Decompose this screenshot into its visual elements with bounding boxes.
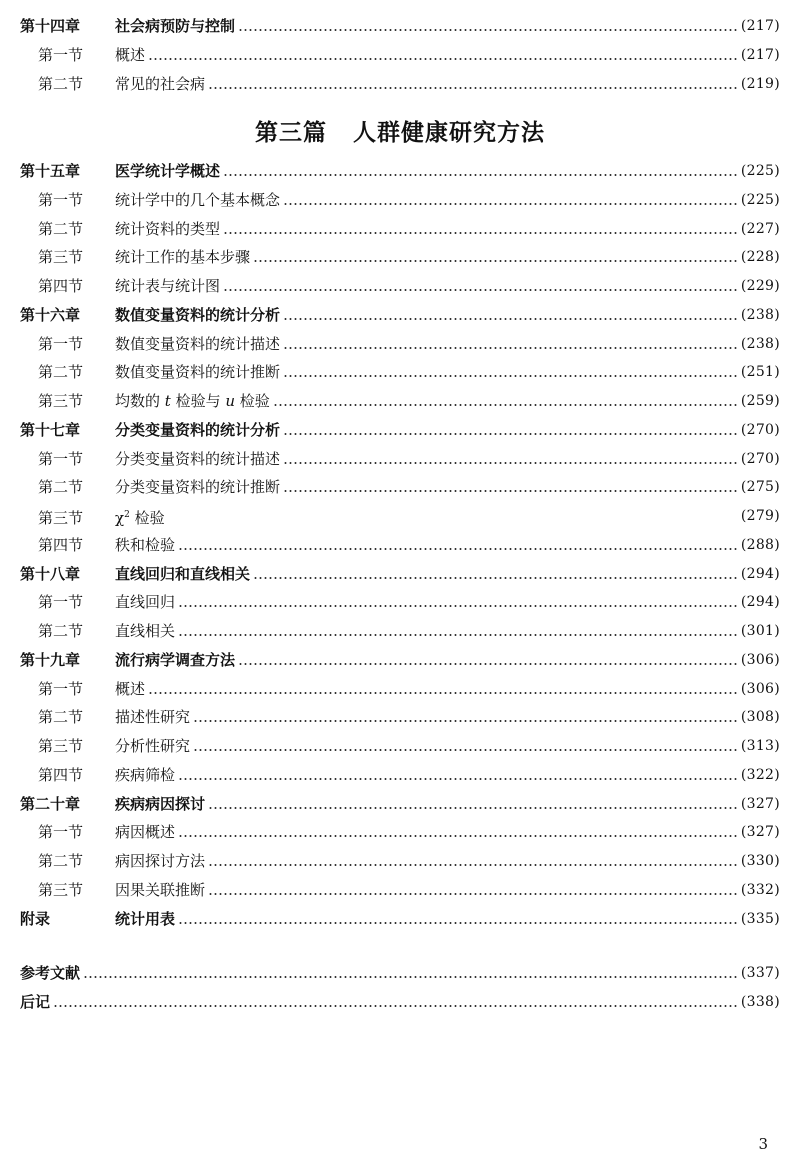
- toc-section[interactable]: [38, 879, 780, 901]
- dot-leader: [283, 347, 738, 349]
- dot-leader: [283, 490, 738, 492]
- toc-section[interactable]: [38, 620, 780, 642]
- chapter-number: 第十八章: [20, 564, 81, 583]
- section-number: 第二节: [38, 219, 84, 238]
- section-title: 概述: [115, 46, 146, 64]
- toc-section[interactable]: [38, 476, 780, 498]
- toc-section[interactable]: [38, 361, 780, 383]
- page-ref: (251): [740, 364, 780, 381]
- dot-leader: [253, 260, 738, 262]
- page-ref: (306): [740, 651, 780, 668]
- page-ref: (294): [740, 565, 780, 582]
- toc-section[interactable]: [38, 534, 780, 556]
- toc-chapter[interactable]: [20, 563, 780, 585]
- section-number: 第三节: [38, 737, 84, 755]
- page-ref: (219): [740, 76, 780, 92]
- chapter-title: 分类变量资料的统计分析: [115, 420, 281, 439]
- dot-leader: [283, 462, 738, 464]
- page-ref: (238): [740, 335, 780, 352]
- toc-section[interactable]: [38, 189, 780, 211]
- section-title: 疾病筛检: [115, 765, 176, 784]
- section-number: 第一节: [38, 190, 84, 209]
- page-ref: (337): [740, 965, 780, 981]
- chapter-title: 社会病预防与控制: [115, 17, 236, 35]
- chapter-title: 疾病病因探讨: [115, 794, 206, 813]
- section-title: 统计学中的几个基本概念: [115, 190, 281, 209]
- section-title: 因果关联推断: [115, 880, 206, 899]
- section-title: 概述: [115, 679, 146, 698]
- page-ref: (238): [740, 306, 780, 323]
- page-ref: (327): [740, 824, 780, 841]
- section-number: 第一节: [38, 449, 84, 468]
- title-part: 检验: [235, 392, 270, 410]
- page-ref: (294): [740, 594, 780, 611]
- page-ref: (327): [740, 795, 780, 812]
- toc-section[interactable]: [38, 275, 780, 297]
- chapter-title: 统计用表: [115, 909, 176, 928]
- page-ref: (301): [740, 623, 780, 639]
- section-number: 第二节: [38, 622, 84, 640]
- toc-section[interactable]: [38, 591, 780, 613]
- page-ref: (217): [740, 47, 780, 63]
- title-part: 检验与: [170, 392, 226, 410]
- dot-leader: [223, 232, 738, 234]
- dot-leader: [193, 720, 738, 722]
- end-title: 后记: [20, 993, 51, 1011]
- page-ref: (225): [740, 191, 780, 208]
- section-number: 第二节: [38, 478, 84, 497]
- section-title: 统计表与统计图: [115, 277, 221, 295]
- section-number: 第一节: [38, 679, 84, 698]
- section-title: [115, 509, 199, 527]
- dot-leader: [148, 692, 738, 694]
- chapter-number: 第二十章: [20, 794, 81, 813]
- page-ref: (306): [740, 680, 780, 697]
- title-part: 均数的: [115, 392, 165, 410]
- chapter-title: 医学统计学概述: [115, 162, 221, 180]
- dot-leader: [223, 289, 738, 291]
- section-number: 第一节: [38, 334, 84, 353]
- part-title: 人群健康研究方法: [353, 120, 545, 146]
- section-number: 第三节: [38, 392, 84, 410]
- dot-leader: [223, 174, 738, 176]
- section-number: 第三节: [38, 248, 84, 267]
- chapter-number: 第十七章: [20, 420, 81, 439]
- section-number: 第一节: [38, 46, 84, 64]
- page-ref: (322): [740, 766, 780, 783]
- page-ref: (270): [740, 450, 780, 467]
- toc-section[interactable]: [38, 850, 780, 872]
- section-title: 常见的社会病: [115, 75, 206, 93]
- section-title: 秩和检验: [115, 535, 176, 554]
- page-ref: (288): [740, 536, 780, 553]
- section-number: 第四节: [38, 277, 84, 295]
- title-part: t: [164, 392, 171, 410]
- section-number: 第二节: [38, 363, 84, 382]
- page-number: 3: [758, 1135, 768, 1153]
- section-title: 分类变量资料的统计描述: [115, 449, 281, 468]
- page-ref: (217): [740, 18, 780, 34]
- end-title: 参考文献: [20, 964, 81, 982]
- toc-section[interactable]: [38, 390, 780, 412]
- toc-section[interactable]: [38, 333, 780, 355]
- part-number: 第三篇: [255, 120, 327, 146]
- toc-appendix[interactable]: [20, 908, 780, 930]
- page-ref: (229): [740, 278, 780, 294]
- toc-afterword[interactable]: [20, 991, 780, 1013]
- dot-leader: [178, 634, 738, 636]
- toc-section[interactable]: [38, 764, 780, 786]
- section-title: 分析性研究: [115, 737, 191, 755]
- part-heading: [0, 114, 800, 146]
- section-number: 第四节: [38, 535, 84, 554]
- dot-leader: [283, 318, 738, 320]
- dot-leader: [208, 807, 738, 809]
- toc-section[interactable]: [38, 73, 780, 95]
- section-number: 第一节: [38, 823, 84, 842]
- toc-section[interactable]: [38, 448, 780, 470]
- section-title: 直线相关: [115, 622, 176, 640]
- dot-leader: [178, 778, 738, 780]
- toc-chapter-14[interactable]: [20, 15, 780, 37]
- section-number: 第二节: [38, 852, 84, 870]
- section-title: 数值变量资料的统计描述: [115, 334, 281, 353]
- toc-chapter[interactable]: [20, 793, 780, 815]
- toc-section[interactable]: [38, 821, 780, 843]
- dot-leader: [178, 605, 738, 607]
- section-number: 第三节: [38, 508, 84, 527]
- section-number: 第四节: [38, 765, 84, 784]
- title-part: 检验: [129, 508, 165, 527]
- dot-leader: [238, 663, 738, 665]
- title-part: u: [225, 392, 236, 410]
- section-title: 直线回归: [115, 593, 176, 612]
- dot-leader: [238, 29, 738, 31]
- chapter-number: 第十九章: [20, 650, 81, 669]
- chapter-number: 第十五章: [20, 162, 81, 180]
- chapter-number: 第十六章: [20, 305, 81, 324]
- section-title: 统计工作的基本步骤: [115, 248, 251, 267]
- section-title: 病因概述: [115, 823, 176, 842]
- dot-leader: [178, 835, 738, 837]
- page-ref: (275): [740, 479, 780, 496]
- dot-leader: [148, 58, 738, 60]
- superscript-2: 2: [124, 509, 130, 520]
- dot-leader: [273, 404, 738, 406]
- page-ref: (225): [740, 163, 780, 179]
- toc-chapter[interactable]: [20, 304, 780, 326]
- dot-leader: [178, 922, 738, 924]
- page-ref: (338): [740, 994, 780, 1010]
- chapter-number: 第十四章: [20, 17, 81, 35]
- chapter-title: 数值变量资料的统计分析: [115, 305, 281, 324]
- page-ref: (279): [740, 508, 780, 524]
- toc-references[interactable]: [20, 962, 780, 984]
- page-ref: (308): [740, 709, 780, 726]
- chapter-number: 附录: [20, 909, 51, 928]
- section-number: 第三节: [38, 880, 84, 899]
- toc-chapter[interactable]: [20, 649, 780, 671]
- toc-section[interactable]: [38, 735, 780, 757]
- section-number: 第二节: [38, 708, 84, 727]
- dot-leader: [53, 1005, 738, 1007]
- section-title: 病因探讨方法: [115, 852, 206, 870]
- dot-leader: [283, 375, 738, 377]
- page-ref: (332): [740, 881, 780, 898]
- page-ref: (228): [740, 249, 780, 266]
- page-ref: (270): [740, 421, 780, 438]
- page-ref: (335): [740, 910, 780, 927]
- page-ref: (313): [740, 738, 780, 754]
- toc-section[interactable]: [38, 246, 780, 268]
- toc-section[interactable]: [38, 706, 780, 728]
- section-number: 第一节: [38, 593, 84, 612]
- dot-leader: [208, 864, 738, 866]
- page-ref: (259): [740, 393, 780, 409]
- page-ref: (227): [740, 220, 780, 237]
- dot-leader: [208, 893, 738, 895]
- section-title: 描述性研究: [115, 708, 191, 727]
- section-number: 第二节: [38, 75, 84, 93]
- toc-section[interactable]: [38, 678, 780, 700]
- chapter-title: 直线回归和直线相关: [115, 564, 251, 583]
- dot-leader: [178, 548, 738, 550]
- dot-leader: [208, 87, 738, 89]
- toc-section[interactable]: [38, 44, 780, 66]
- toc-section[interactable]: [38, 505, 780, 527]
- page-ref: (330): [740, 853, 780, 869]
- toc-chapter[interactable]: [20, 160, 780, 182]
- section-title: 数值变量资料的统计推断: [115, 363, 281, 382]
- toc-section[interactable]: [38, 218, 780, 240]
- dot-leader: [253, 577, 738, 579]
- dot-leader: [193, 749, 738, 751]
- chapter-title: 流行病学调查方法: [115, 650, 236, 669]
- section-title: 分类变量资料的统计推断: [115, 478, 281, 497]
- chi-symbol: χ: [115, 508, 125, 527]
- section-title: [115, 392, 270, 410]
- section-title: 统计资料的类型: [115, 219, 221, 238]
- toc-chapter[interactable]: [20, 419, 780, 441]
- dot-leader: [283, 433, 738, 435]
- dot-leader: [283, 203, 738, 205]
- dot-leader: [83, 976, 738, 978]
